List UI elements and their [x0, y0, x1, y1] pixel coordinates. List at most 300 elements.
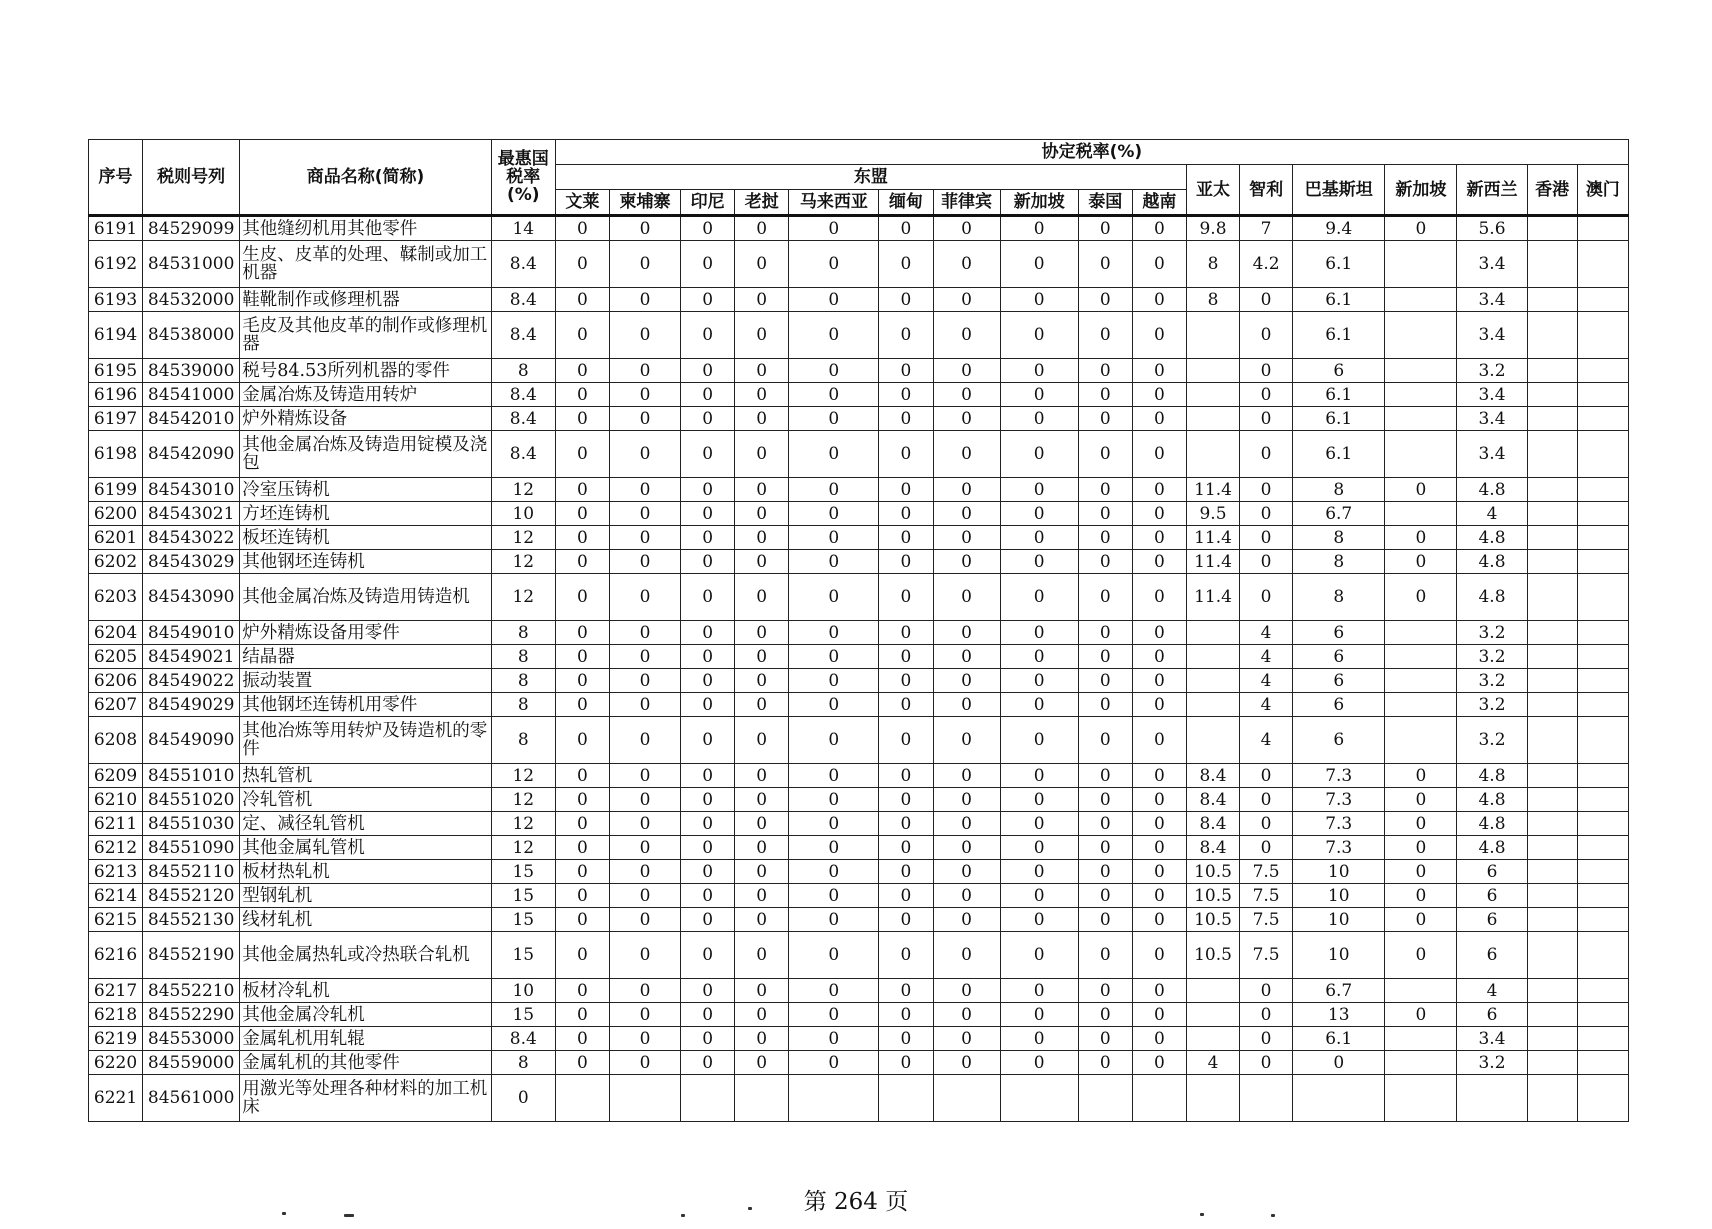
cell-indonesia: 0	[681, 860, 735, 884]
cell-mfn: 12	[491, 788, 555, 812]
cell-apta: 9.5	[1186, 502, 1239, 526]
table-row	[89, 884, 1629, 908]
cell-seq: 6215	[89, 908, 143, 932]
cell-apta	[1186, 431, 1239, 478]
cell-thailand: 0	[1078, 884, 1132, 908]
cell-vietnam: 0	[1132, 908, 1186, 932]
cell-indonesia: 0	[681, 908, 735, 932]
cell-macao	[1577, 550, 1628, 574]
cell-philippines: 0	[933, 550, 1000, 574]
cell-seq: 6206	[89, 669, 143, 693]
cell-macao	[1577, 932, 1628, 979]
header-mfn-line2: 税率	[506, 167, 541, 187]
cell-asean-singapore: 0	[1000, 764, 1078, 788]
cell-malaysia: 0	[789, 431, 879, 478]
cell-code: 84559000	[143, 1051, 240, 1075]
cell-indonesia: 0	[681, 812, 735, 836]
cell-singapore: 0	[1385, 216, 1457, 241]
cell-vietnam: 0	[1132, 884, 1186, 908]
cell-chile: 0	[1240, 288, 1293, 312]
cell-macao	[1577, 717, 1628, 764]
cell-brunei: 0	[555, 788, 609, 812]
cell-philippines: 0	[933, 526, 1000, 550]
cell-thailand: 0	[1078, 932, 1132, 979]
table-row	[89, 431, 1629, 478]
cell-myanmar: 0	[879, 693, 933, 717]
cell-myanmar: 0	[879, 431, 933, 478]
cell-pakistan: 6	[1293, 669, 1385, 693]
cell-apta: 8.4	[1186, 812, 1239, 836]
cell-indonesia: 0	[681, 216, 735, 241]
cell-mfn: 8	[491, 621, 555, 645]
cell-laos: 0	[735, 288, 789, 312]
cell-seq: 6192	[89, 241, 143, 288]
cell-mfn: 10	[491, 502, 555, 526]
cell-laos: 0	[735, 478, 789, 502]
cell-malaysia: 0	[789, 1027, 879, 1051]
cell-apta: 8.4	[1186, 764, 1239, 788]
cell-apta	[1186, 669, 1239, 693]
cell-new-zealand: 3.4	[1457, 288, 1527, 312]
cell-myanmar: 0	[879, 1003, 933, 1027]
header-brunei: 文莱	[555, 190, 609, 216]
cell-thailand	[1078, 1075, 1132, 1122]
header-myanmar: 缅甸	[879, 190, 933, 216]
table-row	[89, 979, 1629, 1003]
cell-brunei: 0	[555, 288, 609, 312]
cell-singapore	[1385, 359, 1457, 383]
cell-malaysia: 0	[789, 383, 879, 407]
cell-singapore: 0	[1385, 1003, 1457, 1027]
cell-thailand: 0	[1078, 502, 1132, 526]
cell-cambodia: 0	[609, 1003, 680, 1027]
cell-code: 84541000	[143, 383, 240, 407]
cell-indonesia: 0	[681, 502, 735, 526]
cell-new-zealand: 6	[1457, 908, 1527, 932]
cell-new-zealand: 3.4	[1457, 1027, 1527, 1051]
cell-vietnam: 0	[1132, 241, 1186, 288]
cell-cambodia: 0	[609, 645, 680, 669]
cell-name: 生皮、皮革的处理、鞣制或加工机器	[240, 241, 491, 288]
cell-cambodia: 0	[609, 979, 680, 1003]
cell-code: 84549090	[143, 717, 240, 764]
cell-macao	[1577, 645, 1628, 669]
cell-indonesia: 0	[681, 621, 735, 645]
cell-vietnam: 0	[1132, 1027, 1186, 1051]
cell-singapore	[1385, 383, 1457, 407]
cell-malaysia: 0	[789, 478, 879, 502]
cell-cambodia	[609, 1075, 680, 1122]
cell-seq: 6194	[89, 312, 143, 359]
cell-seq: 6211	[89, 812, 143, 836]
cell-pakistan: 6.1	[1293, 241, 1385, 288]
cell-new-zealand: 6	[1457, 1003, 1527, 1027]
cell-cambodia: 0	[609, 1027, 680, 1051]
cell-apta: 10.5	[1186, 932, 1239, 979]
cell-new-zealand: 4.8	[1457, 788, 1527, 812]
cell-macao	[1577, 908, 1628, 932]
cell-thailand: 0	[1078, 478, 1132, 502]
cell-macao	[1577, 669, 1628, 693]
cell-apta	[1186, 1027, 1239, 1051]
cell-cambodia: 0	[609, 407, 680, 431]
cell-asean-singapore: 0	[1000, 645, 1078, 669]
cell-myanmar: 0	[879, 979, 933, 1003]
header-apta: 亚太	[1186, 165, 1239, 216]
cell-pakistan: 6	[1293, 359, 1385, 383]
cell-philippines: 0	[933, 764, 1000, 788]
cell-malaysia: 0	[789, 979, 879, 1003]
cell-brunei: 0	[555, 1027, 609, 1051]
cell-thailand: 0	[1078, 526, 1132, 550]
header-mfn-line3: (%)	[507, 185, 540, 205]
cell-hong-kong	[1527, 932, 1577, 979]
cell-myanmar: 0	[879, 788, 933, 812]
cell-thailand: 0	[1078, 979, 1132, 1003]
cell-myanmar: 0	[879, 717, 933, 764]
cell-singapore	[1385, 502, 1457, 526]
header-vietnam: 越南	[1132, 190, 1186, 216]
cell-hong-kong	[1527, 908, 1577, 932]
cell-mfn: 15	[491, 884, 555, 908]
cell-chile: 0	[1240, 359, 1293, 383]
cell-cambodia: 0	[609, 860, 680, 884]
cell-hong-kong	[1527, 1027, 1577, 1051]
cell-singapore: 0	[1385, 932, 1457, 979]
cell-hong-kong	[1527, 478, 1577, 502]
cell-chile: 0	[1240, 574, 1293, 621]
cell-name: 毛皮及其他皮革的制作或修理机器	[240, 312, 491, 359]
cell-pakistan: 6.1	[1293, 312, 1385, 359]
cell-malaysia: 0	[789, 1051, 879, 1075]
cell-cambodia: 0	[609, 669, 680, 693]
table-row	[89, 860, 1629, 884]
cell-laos: 0	[735, 216, 789, 241]
cell-malaysia: 0	[789, 1003, 879, 1027]
cell-asean-singapore: 0	[1000, 478, 1078, 502]
cell-macao	[1577, 526, 1628, 550]
cell-hong-kong	[1527, 860, 1577, 884]
cell-indonesia: 0	[681, 288, 735, 312]
cell-code: 84552210	[143, 979, 240, 1003]
cell-asean-singapore: 0	[1000, 717, 1078, 764]
cell-malaysia: 0	[789, 359, 879, 383]
cell-macao	[1577, 1051, 1628, 1075]
cell-malaysia: 0	[789, 764, 879, 788]
cell-brunei: 0	[555, 431, 609, 478]
cell-chile: 7	[1240, 216, 1293, 241]
cell-hong-kong	[1527, 812, 1577, 836]
cell-chile: 0	[1240, 836, 1293, 860]
cell-seq: 6217	[89, 979, 143, 1003]
cell-new-zealand: 3.2	[1457, 693, 1527, 717]
cell-pakistan: 6.7	[1293, 979, 1385, 1003]
page-number: 第 264 页	[803, 1189, 909, 1215]
cell-seq: 6205	[89, 645, 143, 669]
cell-new-zealand: 4	[1457, 979, 1527, 1003]
cell-myanmar: 0	[879, 812, 933, 836]
cell-brunei: 0	[555, 1051, 609, 1075]
cell-chile: 0	[1240, 1027, 1293, 1051]
cell-seq: 6213	[89, 860, 143, 884]
cell-cambodia: 0	[609, 288, 680, 312]
cell-asean-singapore: 0	[1000, 1051, 1078, 1075]
cell-laos: 0	[735, 669, 789, 693]
table-row	[89, 359, 1629, 383]
table-row	[89, 1003, 1629, 1027]
cell-myanmar: 0	[879, 764, 933, 788]
table-row	[89, 526, 1629, 550]
cell-pakistan: 6.1	[1293, 383, 1385, 407]
cell-laos: 0	[735, 1027, 789, 1051]
cell-pakistan: 7.3	[1293, 788, 1385, 812]
cell-vietnam: 0	[1132, 502, 1186, 526]
cell-macao	[1577, 574, 1628, 621]
cell-chile: 0	[1240, 788, 1293, 812]
cell-chile: 0	[1240, 383, 1293, 407]
cell-brunei: 0	[555, 884, 609, 908]
cell-asean-singapore: 0	[1000, 884, 1078, 908]
cell-seq: 6196	[89, 383, 143, 407]
cell-indonesia	[681, 1075, 735, 1122]
cell-thailand: 0	[1078, 860, 1132, 884]
table-row	[89, 288, 1629, 312]
cell-seq: 6203	[89, 574, 143, 621]
cell-new-zealand: 4.8	[1457, 550, 1527, 574]
cell-mfn: 15	[491, 932, 555, 979]
cell-hong-kong	[1527, 836, 1577, 860]
table-row	[89, 717, 1629, 764]
cell-name: 型钢轧机	[240, 884, 491, 908]
cell-singapore	[1385, 288, 1457, 312]
cell-laos: 0	[735, 241, 789, 288]
cell-new-zealand: 5.6	[1457, 216, 1527, 241]
cell-macao	[1577, 1075, 1628, 1122]
cell-malaysia: 0	[789, 312, 879, 359]
cell-apta: 8.4	[1186, 788, 1239, 812]
cell-philippines: 0	[933, 836, 1000, 860]
cell-mfn: 12	[491, 574, 555, 621]
cell-code: 84551090	[143, 836, 240, 860]
cell-new-zealand: 4.8	[1457, 836, 1527, 860]
cell-brunei: 0	[555, 669, 609, 693]
cell-thailand: 0	[1078, 1051, 1132, 1075]
cell-pakistan: 6.1	[1293, 431, 1385, 478]
cell-mfn: 8	[491, 717, 555, 764]
cell-vietnam: 0	[1132, 550, 1186, 574]
header-mfn	[491, 140, 555, 216]
cell-pakistan: 10	[1293, 860, 1385, 884]
cell-mfn: 8.4	[491, 288, 555, 312]
cell-hong-kong	[1527, 550, 1577, 574]
cell-new-zealand: 3.2	[1457, 359, 1527, 383]
cell-vietnam: 0	[1132, 288, 1186, 312]
cell-brunei: 0	[555, 526, 609, 550]
cell-mfn: 12	[491, 478, 555, 502]
cell-vietnam: 0	[1132, 359, 1186, 383]
cell-thailand: 0	[1078, 717, 1132, 764]
cell-hong-kong	[1527, 526, 1577, 550]
header-asean: 东盟	[555, 165, 1186, 190]
cell-singapore	[1385, 717, 1457, 764]
cell-myanmar: 0	[879, 860, 933, 884]
cell-thailand: 0	[1078, 693, 1132, 717]
cell-myanmar: 0	[879, 1051, 933, 1075]
cell-name: 其他金属冷轧机	[240, 1003, 491, 1027]
cell-code: 84551030	[143, 812, 240, 836]
cell-code: 84539000	[143, 359, 240, 383]
cell-laos: 0	[735, 550, 789, 574]
cell-seq: 6191	[89, 216, 143, 241]
cell-brunei: 0	[555, 860, 609, 884]
cell-name: 结晶器	[240, 645, 491, 669]
cell-myanmar: 0	[879, 645, 933, 669]
cell-pakistan: 7.3	[1293, 836, 1385, 860]
cell-thailand: 0	[1078, 812, 1132, 836]
cell-chile: 0	[1240, 431, 1293, 478]
cell-laos: 0	[735, 431, 789, 478]
cell-name: 其他金属冶炼及铸造用铸造机	[240, 574, 491, 621]
cell-laos: 0	[735, 908, 789, 932]
cell-mfn: 8.4	[491, 1027, 555, 1051]
header-mfn-line1: 最惠国	[497, 149, 549, 169]
cell-philippines: 0	[933, 574, 1000, 621]
cell-thailand: 0	[1078, 574, 1132, 621]
cell-thailand: 0	[1078, 908, 1132, 932]
cell-chile: 4	[1240, 717, 1293, 764]
header-agreement: 协定税率(%)	[555, 140, 1628, 165]
cell-laos: 0	[735, 979, 789, 1003]
cell-pakistan: 8	[1293, 550, 1385, 574]
cell-brunei: 0	[555, 312, 609, 359]
cell-philippines: 0	[933, 645, 1000, 669]
cell-vietnam: 0	[1132, 574, 1186, 621]
table-body	[89, 216, 1629, 1122]
cell-pakistan: 6	[1293, 717, 1385, 764]
cell-asean-singapore: 0	[1000, 550, 1078, 574]
cell-singapore	[1385, 1027, 1457, 1051]
cell-chile: 0	[1240, 407, 1293, 431]
cell-mfn: 8.4	[491, 383, 555, 407]
cell-chile: 7.5	[1240, 932, 1293, 979]
cell-asean-singapore: 0	[1000, 1027, 1078, 1051]
cell-malaysia: 0	[789, 288, 879, 312]
header-new-zealand: 新西兰	[1457, 165, 1527, 216]
cell-code: 84551020	[143, 788, 240, 812]
cell-malaysia: 0	[789, 502, 879, 526]
cell-name: 振动装置	[240, 669, 491, 693]
cell-brunei: 0	[555, 812, 609, 836]
cell-philippines: 0	[933, 288, 1000, 312]
cell-vietnam: 0	[1132, 312, 1186, 359]
cell-code: 84551010	[143, 764, 240, 788]
cell-malaysia: 0	[789, 621, 879, 645]
cell-vietnam: 0	[1132, 1051, 1186, 1075]
cell-indonesia: 0	[681, 932, 735, 979]
cell-cambodia: 0	[609, 359, 680, 383]
cell-code: 84543090	[143, 574, 240, 621]
cell-vietnam: 0	[1132, 860, 1186, 884]
cell-name: 板材热轧机	[240, 860, 491, 884]
cell-chile: 0	[1240, 312, 1293, 359]
cell-macao	[1577, 884, 1628, 908]
cell-indonesia: 0	[681, 526, 735, 550]
cell-apta: 11.4	[1186, 526, 1239, 550]
cell-indonesia: 0	[681, 979, 735, 1003]
cell-hong-kong	[1527, 1075, 1577, 1122]
cell-seq: 6200	[89, 502, 143, 526]
cell-macao	[1577, 216, 1628, 241]
cell-asean-singapore: 0	[1000, 693, 1078, 717]
cell-new-zealand: 4.8	[1457, 574, 1527, 621]
cell-seq: 6208	[89, 717, 143, 764]
cell-singapore	[1385, 1075, 1457, 1122]
cell-philippines: 0	[933, 383, 1000, 407]
cell-name: 用激光等处理各种材料的加工机床	[240, 1075, 491, 1122]
cell-hong-kong	[1527, 693, 1577, 717]
header-pakistan: 巴基斯坦	[1293, 165, 1385, 216]
cell-hong-kong	[1527, 407, 1577, 431]
cell-name: 金属冶炼及铸造用转炉	[240, 383, 491, 407]
cell-malaysia: 0	[789, 574, 879, 621]
cell-indonesia: 0	[681, 1051, 735, 1075]
cell-asean-singapore: 0	[1000, 908, 1078, 932]
tariff-table	[88, 139, 1629, 1122]
cell-apta: 11.4	[1186, 550, 1239, 574]
cell-macao	[1577, 764, 1628, 788]
cell-brunei: 0	[555, 359, 609, 383]
cell-name: 炉外精炼设备用零件	[240, 621, 491, 645]
cell-pakistan: 6.7	[1293, 502, 1385, 526]
cell-brunei: 0	[555, 764, 609, 788]
cell-apta: 10.5	[1186, 860, 1239, 884]
cell-name: 定、减径轧管机	[240, 812, 491, 836]
cell-myanmar: 0	[879, 383, 933, 407]
cell-philippines: 0	[933, 860, 1000, 884]
cell-philippines: 0	[933, 1051, 1000, 1075]
cell-cambodia: 0	[609, 693, 680, 717]
cell-indonesia: 0	[681, 884, 735, 908]
cell-pakistan: 6.1	[1293, 407, 1385, 431]
cell-philippines: 0	[933, 908, 1000, 932]
cell-name: 板坯连铸机	[240, 526, 491, 550]
cell-singapore	[1385, 431, 1457, 478]
cell-vietnam: 0	[1132, 932, 1186, 979]
cell-myanmar: 0	[879, 550, 933, 574]
cell-hong-kong	[1527, 383, 1577, 407]
cell-brunei: 0	[555, 645, 609, 669]
cell-cambodia: 0	[609, 1051, 680, 1075]
cell-asean-singapore: 0	[1000, 979, 1078, 1003]
cell-thailand: 0	[1078, 550, 1132, 574]
cell-laos: 0	[735, 788, 789, 812]
cell-myanmar: 0	[879, 932, 933, 979]
cell-malaysia: 0	[789, 932, 879, 979]
table-row	[89, 1075, 1629, 1122]
cell-apta	[1186, 359, 1239, 383]
cell-philippines: 0	[933, 788, 1000, 812]
cell-name: 板材冷轧机	[240, 979, 491, 1003]
table-row	[89, 241, 1629, 288]
cell-hong-kong	[1527, 717, 1577, 764]
cell-brunei: 0	[555, 550, 609, 574]
cell-hong-kong	[1527, 788, 1577, 812]
table-row	[89, 312, 1629, 359]
cell-brunei: 0	[555, 383, 609, 407]
table-row	[89, 383, 1629, 407]
cell-myanmar: 0	[879, 216, 933, 241]
cell-cambodia: 0	[609, 788, 680, 812]
